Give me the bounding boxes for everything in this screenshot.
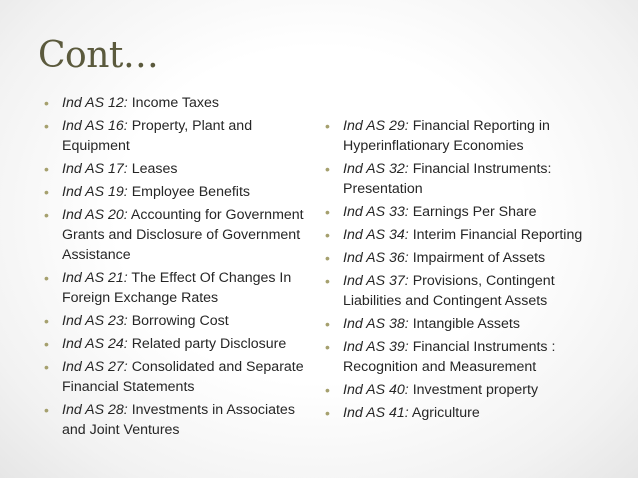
standard-title: Investments in Associates and Joint Ventures — [62, 402, 295, 438]
standard-code: Ind AS 38: — [343, 316, 409, 332]
standard-code: Ind AS 39: — [343, 339, 409, 355]
bullet-icon: • — [325, 250, 330, 266]
standard-code: Ind AS 28: — [62, 402, 128, 418]
standard-title: Consolidated and Separate Financial Statements — [62, 359, 304, 395]
list-item — [44, 400, 320, 440]
standard-title: Related party Disclosure — [131, 336, 287, 352]
standard-title: Financial Instruments: Presentation — [343, 161, 552, 197]
list-item — [325, 248, 615, 268]
list-item — [325, 159, 615, 199]
list-item — [325, 314, 615, 334]
right-standards-list — [325, 116, 615, 426]
bullet-icon: • — [325, 382, 330, 398]
bullet-icon: • — [325, 204, 330, 220]
bullet-icon: • — [44, 184, 49, 200]
standard-title: Investment property — [412, 382, 539, 398]
standard-code: Ind AS 17: — [62, 161, 128, 177]
list-item — [325, 116, 615, 156]
bullet-icon: • — [325, 161, 330, 177]
bullet-icon: • — [44, 207, 49, 223]
bullet-icon: • — [44, 161, 49, 177]
list-item — [44, 205, 320, 265]
standard-title: Borrowing Cost — [131, 313, 229, 329]
standard-title: Leases — [131, 161, 178, 177]
standard-title: Interim Financial Reporting — [412, 227, 583, 243]
bullet-icon: • — [325, 118, 330, 134]
standard-title: Provisions, Contingent Liabilities and Contingent Assets — [343, 273, 555, 309]
bullet-icon: • — [44, 336, 49, 352]
list-item — [44, 182, 320, 202]
standard-code: Ind AS 21: — [62, 270, 128, 286]
standard-title: Financial Instruments : Recognition and Measurement — [343, 339, 556, 375]
list-item — [44, 357, 320, 397]
standard-title: Employee Benefits — [131, 184, 250, 200]
standard-code: Ind AS 23: — [62, 313, 128, 329]
slide-title: Cont… — [38, 35, 159, 76]
bullet-icon: • — [44, 402, 49, 418]
list-item — [325, 403, 615, 423]
list-item — [325, 337, 615, 377]
standard-code: Ind AS 19: — [62, 184, 128, 200]
standard-code: Ind AS 33: — [343, 204, 409, 220]
standard-title: Property, Plant and Equipment — [62, 118, 253, 154]
bullet-icon: • — [325, 273, 330, 289]
bullet-icon: • — [325, 339, 330, 355]
list-item — [44, 159, 320, 179]
standard-code: Ind AS 29: — [343, 118, 409, 134]
standard-code: Ind AS 32: — [343, 161, 409, 177]
standard-title: Agriculture — [411, 405, 480, 421]
bullet-icon: • — [325, 316, 330, 332]
standard-title: Accounting for Government Grants and Disclosure of Government Assistance — [62, 207, 304, 263]
standard-title: Income Taxes — [131, 95, 219, 111]
list-item — [325, 380, 615, 400]
standard-code: Ind AS 27: — [62, 359, 128, 375]
list-item — [325, 271, 615, 311]
standard-code: Ind AS 16: — [62, 118, 128, 134]
list-item — [44, 268, 320, 308]
bullet-icon: • — [44, 118, 49, 134]
list-item — [325, 225, 615, 245]
list-item — [44, 311, 320, 331]
bullet-icon: • — [44, 359, 49, 375]
left-standards-list — [44, 93, 320, 443]
standard-code: Ind AS 12: — [62, 95, 128, 111]
bullet-icon: • — [44, 270, 49, 286]
list-item — [44, 93, 320, 113]
standard-code: Ind AS 41: — [343, 405, 409, 421]
bullet-icon: • — [325, 405, 330, 421]
standard-title: Impairment of Assets — [412, 250, 546, 266]
standard-title: Intangible Assets — [412, 316, 520, 332]
list-item — [44, 116, 320, 156]
bullet-icon: • — [44, 95, 49, 111]
bullet-icon: • — [325, 227, 330, 243]
standard-title: Earnings Per Share — [412, 204, 537, 220]
bullet-icon: • — [44, 313, 49, 329]
list-item — [44, 334, 320, 354]
standard-code: Ind AS 34: — [343, 227, 409, 243]
standard-code: Ind AS 37: — [343, 273, 409, 289]
standard-code: Ind AS 36: — [343, 250, 409, 266]
list-item — [325, 202, 615, 222]
standard-code: Ind AS 24: — [62, 336, 128, 352]
standard-code: Ind AS 40: — [343, 382, 409, 398]
standard-title: Financial Reporting in Hyperinflationary Economies — [343, 118, 550, 154]
standard-title: The Effect Of Changes In Foreign Exchange Rates — [62, 270, 292, 306]
standard-code: Ind AS 20: — [62, 207, 128, 223]
